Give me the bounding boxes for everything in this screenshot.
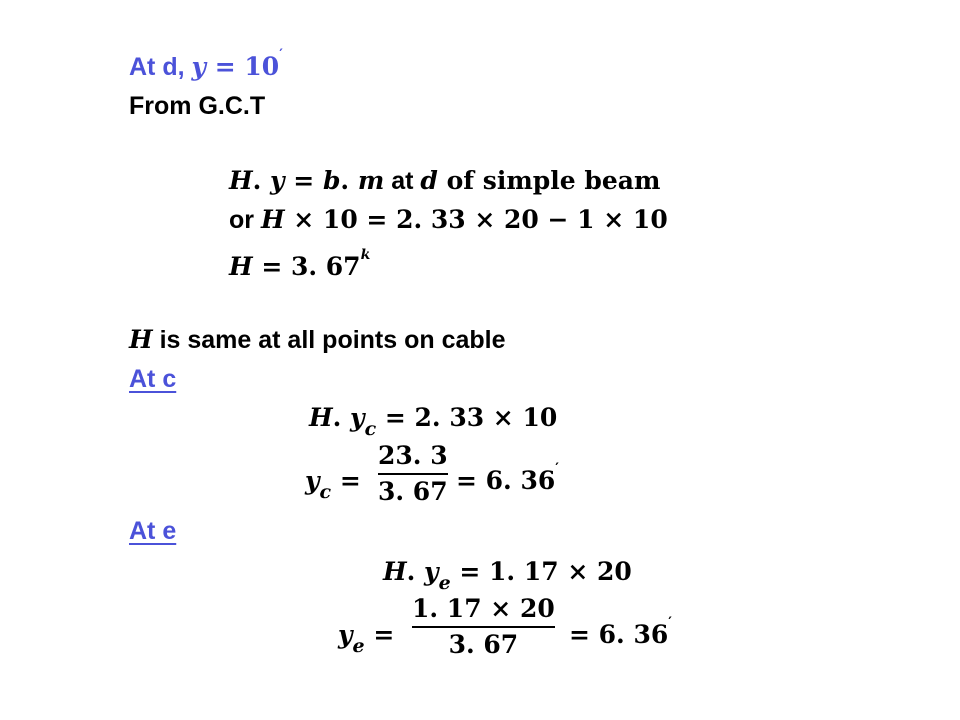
var-H: H [309, 403, 333, 432]
var-y: y [350, 403, 365, 432]
denominator: 3. 67 [378, 477, 448, 506]
equation-hye [383, 557, 632, 594]
expression: × 10 = 2. 33 × 20 − 1 × 10 [284, 205, 668, 234]
subscript-e: e [352, 635, 365, 657]
expression: = 2. 33 × 10 [376, 403, 558, 432]
heading-at-d [129, 47, 283, 82]
result: = 6. 36 [569, 620, 669, 649]
simple-beam-text: of simple beam [437, 166, 661, 195]
subscript-c: c [364, 418, 377, 440]
equals: = [284, 166, 323, 195]
dot: . [406, 557, 425, 586]
result: = 6. 36 [456, 466, 556, 495]
var-m: m [357, 166, 385, 195]
fraction-bar [412, 626, 555, 628]
equals: = [331, 466, 361, 495]
var-y: y [424, 557, 439, 586]
subscript-c: c [319, 481, 332, 503]
var-y: y [191, 52, 207, 81]
equals: = [364, 620, 395, 649]
yc-lhs [305, 466, 361, 503]
h-same-statement [129, 325, 506, 355]
var-y: y [338, 620, 353, 649]
equation-hy [229, 166, 660, 196]
numerator: 1. 17 × 20 [412, 594, 555, 623]
fraction-bar [378, 473, 448, 475]
dot: . [252, 166, 271, 195]
at-word: at [384, 167, 421, 195]
ye-lhs [338, 620, 395, 657]
var-d: d [420, 166, 438, 195]
expression: = 1. 17 × 20 [450, 557, 632, 586]
var-y: y [305, 466, 320, 495]
denominator: 3. 67 [448, 630, 519, 659]
var-H: H [383, 557, 407, 586]
ye-result [569, 615, 672, 649]
or-word: or [229, 206, 261, 234]
h-value: = 3. 67 [252, 252, 361, 281]
superscript-k: k [360, 247, 371, 263]
prime-mark: ′ [279, 47, 283, 63]
numerator: 23. 3 [378, 441, 448, 470]
var-y: y [270, 166, 285, 195]
var-H: H [260, 205, 285, 234]
var-b: b [322, 166, 341, 195]
dot: . [340, 166, 358, 195]
prime-mark: ′ [668, 615, 672, 631]
yc-fraction [378, 441, 448, 507]
ye-fraction [412, 594, 555, 660]
yc-result [456, 461, 559, 495]
prime-mark: ′ [555, 461, 559, 477]
equation-hyc [309, 403, 558, 440]
var-H: H [229, 252, 253, 281]
statement-text: is same at all points on cable [152, 326, 506, 354]
dot: . [332, 403, 351, 432]
var-H: H [129, 325, 153, 354]
equation-h-value [229, 247, 371, 281]
subscript-e: e [438, 572, 451, 594]
at-e-link[interactable]: At e [129, 517, 177, 545]
from-gct: From G.C.T [129, 92, 266, 120]
equation-h10 [229, 205, 668, 235]
var-H: H [229, 166, 253, 195]
eq-value: = 10 [206, 52, 280, 81]
at-c-link[interactable]: At c [129, 365, 177, 393]
at-d-label: At d, [129, 53, 192, 81]
